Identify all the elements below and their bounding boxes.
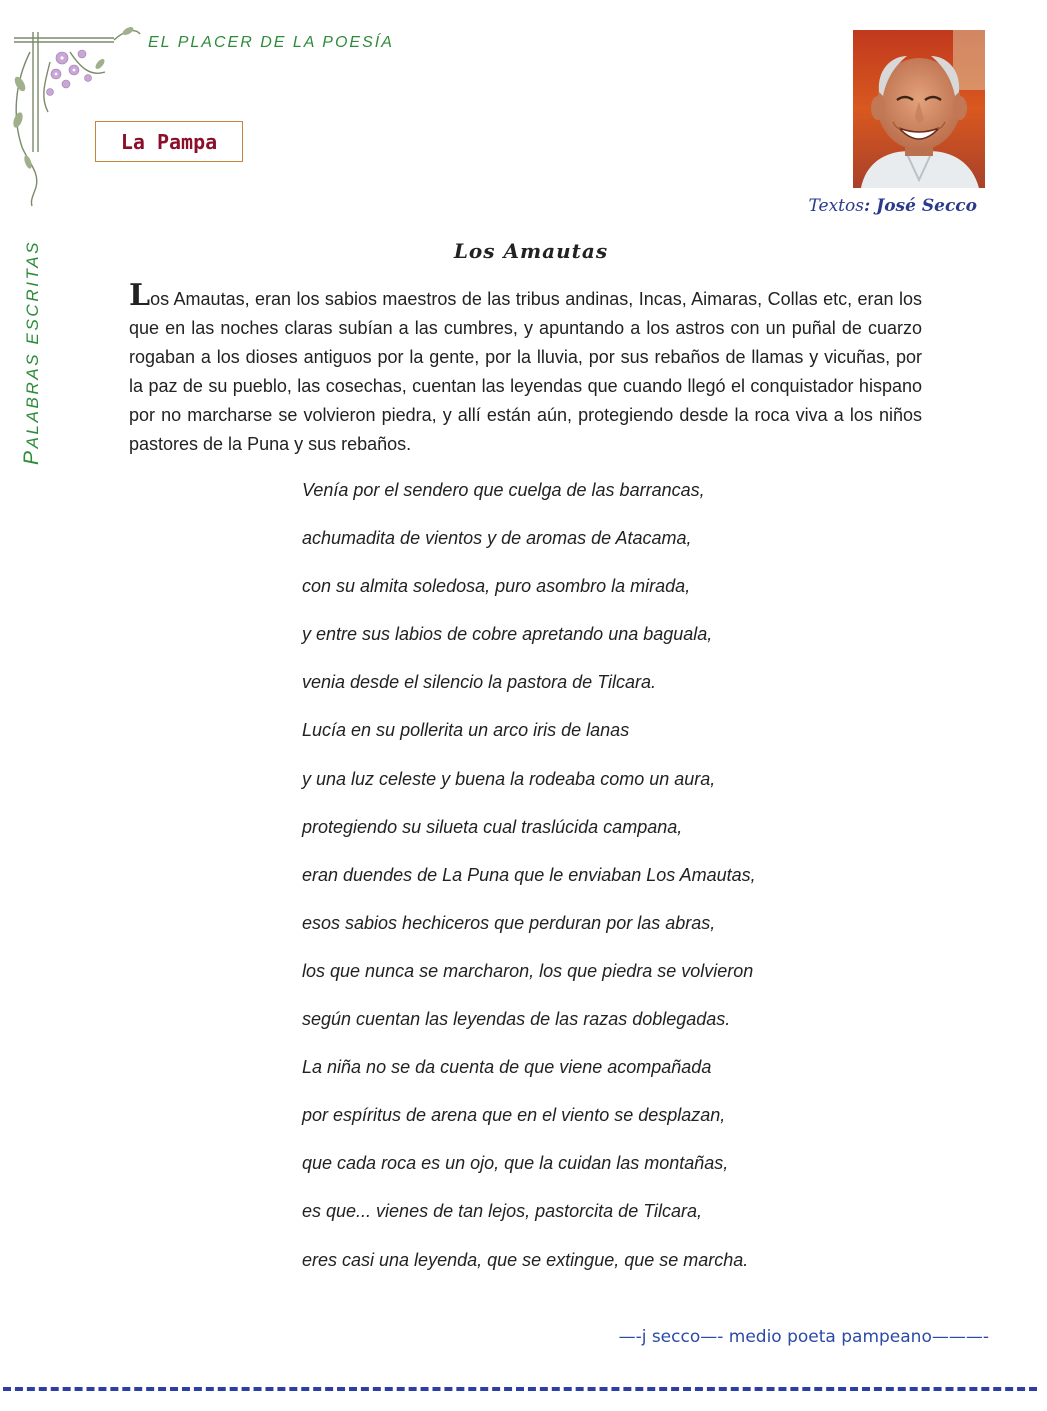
verse-line: y una luz celeste y buena la rodeaba como un aura, bbox=[302, 768, 716, 789]
author-portrait bbox=[853, 30, 985, 188]
author-name: José Secco bbox=[876, 196, 977, 216]
poem-verses bbox=[302, 476, 902, 1294]
verse-line: eran duendes de La Puna que le enviaban Los Amautas, bbox=[302, 864, 756, 885]
vertical-title-initial: P bbox=[20, 448, 43, 465]
intro-paragraph bbox=[129, 278, 922, 459]
floral-vine-corner-icon bbox=[10, 22, 145, 207]
author-byline bbox=[809, 196, 978, 216]
intro-dropcap: L bbox=[129, 278, 151, 313]
verse-line: por espíritus de arena que en el viento se desplazan, bbox=[302, 1105, 726, 1126]
footer-dashed-divider bbox=[3, 1387, 1037, 1391]
verse-line: Venía por el sendero que cuelga de las barrancas, bbox=[302, 480, 705, 500]
section-label-box bbox=[95, 121, 243, 162]
verse-line: es que... vienes de tan lejos, pastorcita de Tilcara, bbox=[302, 1201, 703, 1222]
verse-line: según cuentan las leyendas de las razas doblegadas. bbox=[302, 1009, 731, 1030]
magazine-header-title: EL PLACER DE LA POESÍA bbox=[148, 34, 394, 51]
verse-line: y entre sus labios de cobre apretando una baguala, bbox=[302, 624, 713, 645]
verse-line: La niña no se da cuenta de que viene acompañada bbox=[302, 1057, 712, 1078]
verse-line: venia desde el silencio la pastora de Tilcara. bbox=[302, 672, 657, 693]
intro-text: os Amautas, eran los sabios maestros de las tribus andinas, Incas, Aimaras, Collas etc, eran los que en las noches claras subían a las cumbres, y apuntando a los astros con un puñal de cuarzo rogaban a los dioses antiguos por la gente, por la lluvia, por sus rebaños de llamas y vicuñas, por la paz de su pueblo, las cosechas, cuentan las leyendas que cuando llegó el conquistador hispano por no marcharse se volvieron piedra, y allí están aún, protegiendo desde la roca viva a los niños pastores de la Puna y sus rebaños. bbox=[129, 289, 922, 454]
vertical-title-rest: ALABRAS ESCRITAS bbox=[23, 239, 42, 449]
byline-separator: : bbox=[863, 196, 877, 216]
verse-line: achumadita de vientos y de aromas de Atacama, bbox=[302, 528, 692, 549]
verse-line: eres casi una leyenda, que se extingue, que se marcha. bbox=[302, 1249, 749, 1270]
verse-line: Lucía en su pollerita un arco iris de lanas bbox=[302, 720, 630, 741]
verse-line: que cada roca es un ojo, que la cuidan las montañas, bbox=[302, 1153, 729, 1174]
poem-title: Los Amautas bbox=[453, 239, 609, 263]
byline-prefix: Textos bbox=[808, 196, 864, 216]
verse-line: con su almita soledosa, puro asombro la mirada, bbox=[302, 576, 691, 597]
verse-line: esos sabios hechiceros que perduran por las abras, bbox=[302, 912, 716, 933]
verse-line: los que nunca se marcharon, los que piedra se volvieron bbox=[302, 960, 754, 981]
verse-line: protegiendo su silueta cual traslúcida campana, bbox=[302, 816, 683, 837]
section-label: La Pampa bbox=[120, 129, 218, 154]
poem-signature: —-j secco—- medio poeta pampeano———- bbox=[618, 1327, 989, 1347]
